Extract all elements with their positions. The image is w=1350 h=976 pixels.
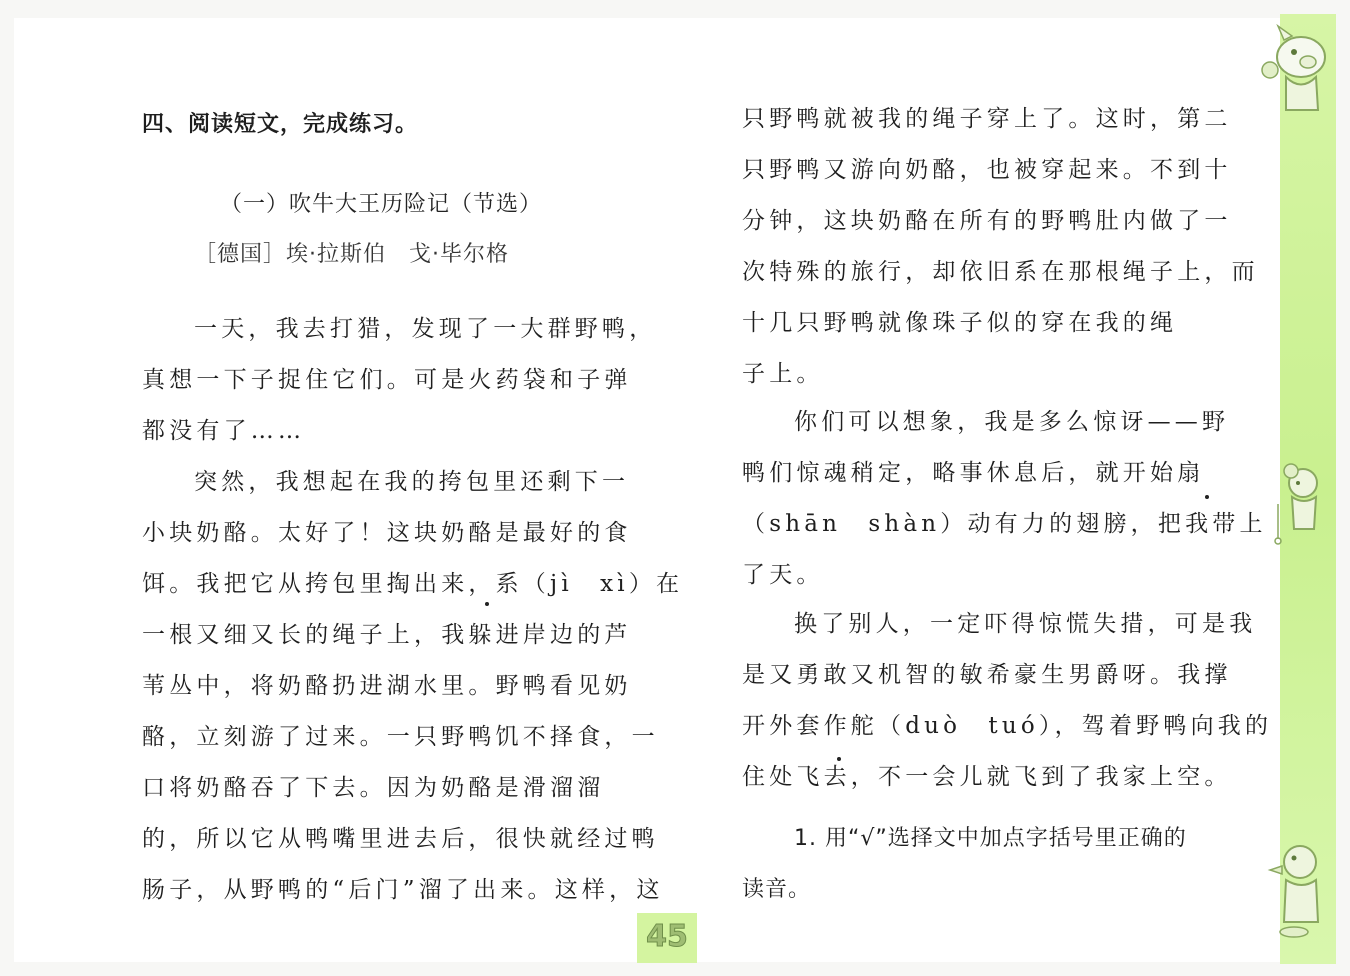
text-line: 一天，我去打猎，发现了一大群野鸭， — [194, 316, 657, 342]
text-line: 分钟，这块奶酪在所有的野鸭肚内做了一 — [742, 208, 1232, 234]
emphasis-dot — [837, 757, 841, 761]
page-number: 45 — [646, 919, 688, 954]
text-line: 一根又细又长的绳子上，我躲进岸边的芦 — [142, 622, 632, 648]
text-line: 突然，我想起在我的挎包里还剩下一 — [194, 469, 630, 495]
text-line: 子上。 — [742, 361, 824, 387]
text-line: 小块奶酪。太好了！这块奶酪是最好的食 — [142, 520, 632, 546]
emphasis-dot — [485, 602, 489, 606]
text-line: 是又勇敢又机智的敏希豪生男爵呀。我撑 — [742, 662, 1232, 688]
text-line: 开外套作舵（duò tuó），驾着野鸭向我的 — [742, 713, 1273, 739]
emphasis-dot — [1205, 495, 1209, 499]
text-line: 肠子，从野鸭的“后门”溜了出来。这样，这 — [142, 877, 664, 903]
text-line: 酪，立刻游了过来。一只野鸭饥不择食，一 — [142, 724, 659, 750]
text-line: 住处飞去，不一会儿就飞到了我家上空。 — [742, 764, 1232, 790]
text-line: 苇丛中，将奶酪扔进湖水里。野鸭看见奶 — [142, 673, 632, 699]
cartoon-pig-icon — [1256, 22, 1336, 122]
text-line: 的，所以它从鸭嘴里进去后，很快就经过鸭 — [142, 826, 659, 852]
text-line: 鸭们惊魂稍定，略事休息后，就开始扇 — [742, 460, 1205, 486]
page-number-box — [637, 913, 697, 963]
book-page — [14, 18, 1280, 962]
text-line: 只野鸭就被我的绳子穿上了。这时，第二 — [742, 106, 1232, 132]
text-line: （shān shàn）动有力的翅膀，把我带上 — [742, 511, 1267, 537]
text-line: 真想一下子捉住它们。可是火药袋和子弹 — [142, 367, 632, 393]
section-heading: 四、阅读短文，完成练习。 — [142, 112, 419, 137]
text-line: 都没有了…… — [142, 418, 306, 444]
text-line: 饵。我把它从挎包里掏出来，系（jì xì）在 — [142, 571, 684, 597]
text-line: 换了别人，一定吓得惊慌失措，可是我 — [794, 611, 1257, 637]
question-1-continued: 读音。 — [742, 877, 812, 902]
question-1: 1. 用“√”选择文中加点字括号里正确的 — [794, 826, 1187, 851]
text-line: 次特殊的旅行，却依旧系在那根绳子上，而 — [742, 259, 1259, 285]
text-line: 你们可以想象，我是多么惊讶——野 — [794, 409, 1230, 435]
cartoon-mouse-icon — [1258, 459, 1336, 549]
cartoon-duck-icon — [1254, 836, 1336, 946]
decorative-side-strip — [1280, 14, 1336, 964]
author-line: ［德国］埃·拉斯伯 戈·毕尔格 — [194, 242, 509, 267]
text-line: 只野鸭又游向奶酪，也被穿起来。不到十 — [742, 157, 1232, 183]
text-line: 了天。 — [742, 562, 824, 588]
text-line: 口将奶酪吞了下去。因为奶酪是滑溜溜 — [142, 775, 605, 801]
text-line: 十几只野鸭就像珠子似的穿在我的绳 — [742, 310, 1178, 336]
story-title: （一）吹牛大王历险记（节选） — [220, 192, 543, 217]
